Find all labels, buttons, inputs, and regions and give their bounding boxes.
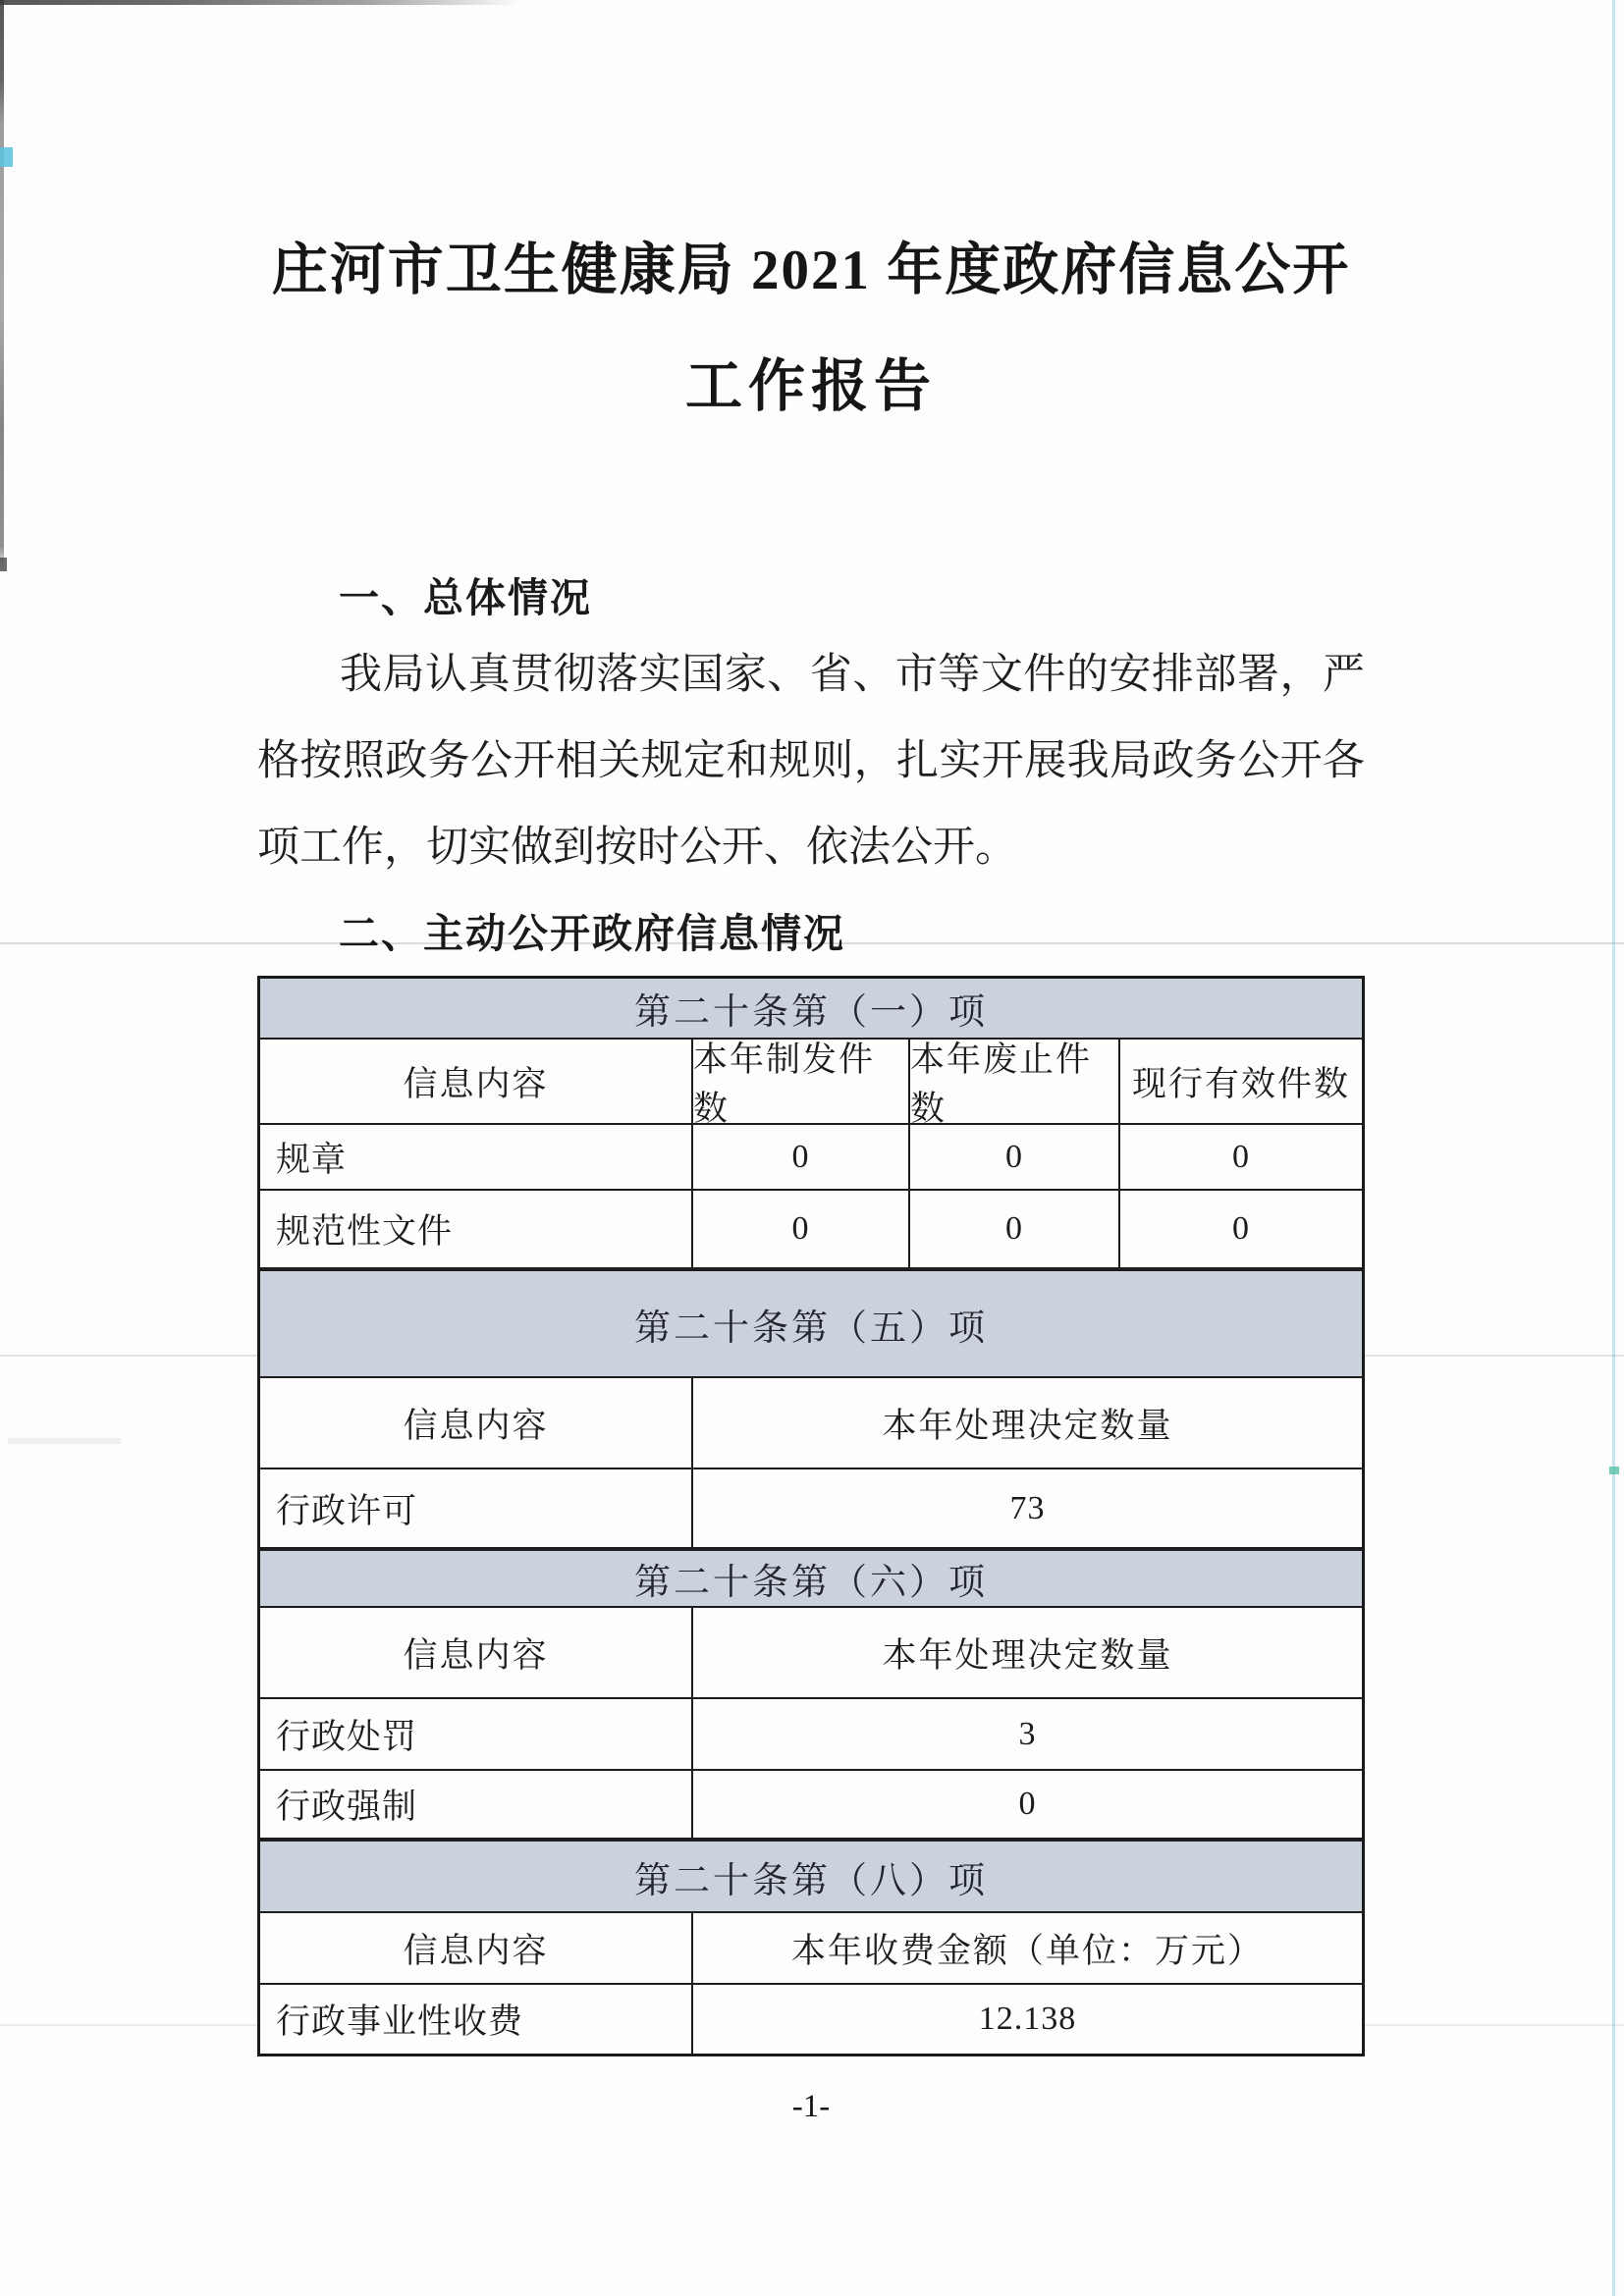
header-cell: 现行有效件数	[1131, 1064, 1350, 1103]
scan-artifact-right-line	[1612, 0, 1615, 2296]
scan-artifact-left-blob	[0, 558, 7, 571]
row-label-cell: 行政事业性收费	[260, 1985, 693, 2054]
disclosure-table	[257, 976, 1365, 2056]
table-header-row	[260, 1378, 1362, 1469]
header-cell: 信息内容	[260, 1913, 693, 1983]
row-value-cell: 0	[1232, 1210, 1250, 1247]
row-value-cell: 0	[693, 1125, 910, 1189]
row-value-cell: 0	[910, 1125, 1120, 1189]
table-row	[260, 1771, 1362, 1840]
header-cell: 本年制发件数	[693, 1040, 910, 1123]
header-cell: 信息内容	[260, 1378, 693, 1468]
table-row	[260, 1699, 1362, 1771]
row-label-cell: 行政许可	[260, 1469, 693, 1547]
row-value-cell: 3	[1018, 1715, 1037, 1752]
header-cell: 本年废止件数	[910, 1040, 1120, 1123]
header-cell: 本年处理决定数量	[882, 1635, 1173, 1675]
scan-artifact-cyan-mark	[0, 147, 13, 167]
row-label-cell: 规范性文件	[260, 1191, 693, 1267]
table-row	[260, 1191, 1362, 1269]
row-value-cell: 0	[910, 1191, 1120, 1267]
paragraph-line: 格按照政务公开相关规定和规则，扎实开展我局政务公开各	[257, 738, 1365, 784]
section1-heading: 一、总体情况	[339, 575, 592, 620]
paragraph-line: 项工作，切实做到按时公开、依法公开。	[257, 825, 1017, 871]
header-cell: 本年处理决定数量	[882, 1406, 1173, 1445]
header-cell: 本年收费金额（单位：万元）	[790, 1931, 1264, 1970]
row-value-cell: 0	[1232, 1138, 1250, 1175]
table-band-item1: 第二十条第（一）项	[260, 979, 1362, 1040]
row-label-cell: 行政处罚	[260, 1699, 693, 1769]
document-title-line1: 庄河市卫生健康局 2021 年度政府信息公开	[271, 240, 1351, 301]
row-value-cell: 12.138	[978, 2001, 1077, 2037]
row-value-cell: 73	[1009, 1489, 1046, 1526]
page-number: -1-	[791, 2089, 831, 2124]
row-value-cell: 0	[1018, 1786, 1037, 1822]
section2-heading: 二、主动公开政府信息情况	[339, 911, 845, 956]
table-header-row	[260, 1040, 1362, 1128]
row-label-cell: 行政强制	[260, 1771, 693, 1838]
scan-artifact-top-streak	[0, 0, 520, 5]
table-row	[260, 1469, 1362, 1549]
table-row	[260, 1125, 1362, 1191]
table-header-row	[260, 1608, 1362, 1699]
table-band-item5: 第二十条第（五）项	[260, 1269, 1362, 1378]
scan-artifact-teal-tick	[1609, 1467, 1619, 1474]
header-cell: 信息内容	[260, 1608, 693, 1697]
scan-artifact-smudge	[8, 1438, 121, 1444]
paragraph-line: 我局认真贯彻落实国家、省、市等文件的安排部署，严	[340, 652, 1365, 698]
section1-paragraph	[257, 632, 1365, 891]
row-value-cell: 0	[693, 1191, 910, 1267]
table-header-row	[260, 1913, 1362, 1985]
table-band-item8: 第二十条第（八）项	[260, 1840, 1362, 1913]
header-cell: 信息内容	[260, 1040, 693, 1123]
row-label-cell: 规章	[260, 1125, 693, 1189]
scan-artifact-left-edge	[0, 0, 4, 569]
document-title	[257, 234, 1365, 423]
document-title-line2: 工作报告	[684, 354, 937, 418]
table-row	[260, 1985, 1362, 2054]
table-band-item6: 第二十条第（六）项	[260, 1549, 1362, 1608]
